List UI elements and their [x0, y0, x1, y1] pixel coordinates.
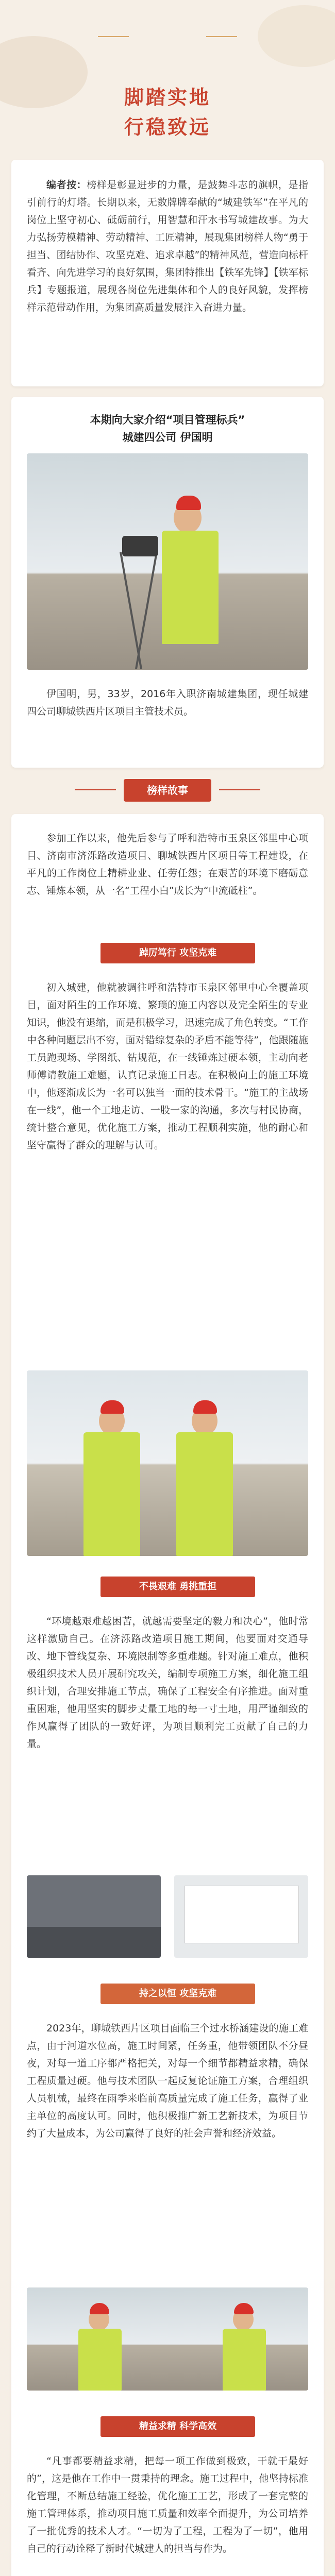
safety-vest: [176, 1432, 233, 1556]
meeting-table: [27, 1927, 161, 1958]
safety-vest: [78, 2329, 122, 2391]
editor-note-text: 榜样是彰显进步的力量，是鼓舞斗志的旗帜，是指引前行的灯塔。长期以来，无数牌牌奉献的“城建铁军”在平凡的岗位上坚守初心、砥砺前行，用智慧和汗水书写城建故事。为大力弘扬劳模精神、劳动精神、工匠精神，展现集团榜样人物“勇于担当、团结协作、攻坚克难、追求卓越”的精神风范，营造向标杆看齐、向先进学习的良好氛围，集团特推出【铁军先锋】【铁军标兵】专题报道，展现各岗位先进集体和个人的良好风貌，发挥榜样示范带动作用，为集团高质量发展注入奋进力量。: [27, 179, 308, 313]
decorative-line: [98, 36, 129, 37]
intro-heading-line-2: 城建四公司 伊国明: [122, 431, 213, 444]
subhead-1: 踔厉笃行 攻坚克难: [100, 943, 255, 963]
title-line-1: 脚踏实地: [124, 86, 211, 109]
presentation-screen: [185, 1886, 299, 1943]
header: [0, 0, 335, 155]
survey-instrument: [122, 536, 158, 556]
sub2-para: “环境越艰难越困苦，就越需要坚定的毅力和决心”，他时常这样激励自己。在济泺路改造项目施工期间，他要面对交通导改、地下管线复杂、环境限制等多重难题。针对施工难点，他积极组织技术人员开展研究攻关，编制专项施工方案，细化施工组织计划，合理安排施工节点，确保了工程安全有序推进。面对重重困难，他用坚实的脚步丈量工地的每一寸土地，用严谨细致的作风赢得了团队的一致好评，为项目顺利完工贡献了自己的力量。: [27, 1616, 308, 1750]
hardhat: [90, 2303, 109, 2314]
safety-vest: [223, 2329, 266, 2391]
banner-label: 榜样故事: [147, 784, 188, 796]
hardhat: [176, 496, 201, 510]
presentation-photo: [174, 1875, 308, 1958]
hardhat: [193, 1400, 217, 1414]
story-card: [11, 814, 324, 2576]
safety-vest: [162, 531, 219, 644]
intro-card: [11, 397, 324, 768]
hardhat: [234, 2303, 254, 2314]
title-line-2: 行稳致远: [124, 116, 211, 139]
page-title: [0, 82, 335, 142]
editor-note-card: [11, 160, 324, 386]
meeting-photo: [27, 1875, 161, 1958]
intro-bio: 伊国明，男，33岁，2016年入职济南城建集团，现任城建四公司聊城铁西片区项目主管技术员。: [27, 688, 308, 717]
tripod-leg: [135, 552, 158, 669]
site-photo-1: [27, 1370, 308, 1556]
editor-note: [11, 176, 324, 316]
intro-heading: [11, 411, 324, 446]
story-intro: 参加工作以来，他先后参与了呼和浩特市玉泉区邻里中心项目、济南市济泺路改造项目、聊城铁西片区项目等工程建设，在平凡的工作岗位上精耕业业、任劳任怨；在艰苦的环境下磨砺意志、锤炼本领，从一名“工程小白”成长为“中流砥柱”。: [27, 833, 308, 896]
safety-vest: [83, 1432, 140, 1556]
decorative-wave: [258, 5, 335, 67]
decorative-line: [206, 36, 237, 37]
editor-note-label: 编者按：: [46, 179, 87, 191]
sub1-para: 初入城建，他就被调往呼和浩特市玉泉区邻里中心全覆盖项目，面对陌生的工作环境、繁琐的施工内容以及完全陌生的专业知识，他没有退缩，而是积极学习，迅速完成了角色转变。“工作中各种问题层出不穷，面对错综复杂的矛盾不能等待”，他跟随施工员跑现场、学图纸、钻规范，在一线锤炼过硬本领，主动向老师傅请教施工难题，认真记录施工日志。在积极向上的施工环境中，他逐渐成长为一名可以独当一面的技术骨干。“施工的主战场在一线”，他一个工地走访、一股一家的沟通，多次与村民协商，统计整合意见，优化施工方案，推动工程顺利实施，他的耐心和坚守赢得了群众的理解与认可。: [27, 982, 308, 1151]
sub4-para: “凡事都要精益求精，把每一项工作做到极致，干就干最好的”，这是他在工作中一贯秉持的理念。施工过程中，他坚持标准化管理，不断总结施工经验，优化施工工艺，形成了一套完整的施工管理体系，推动项目施工质量和效率全面提升，为公司培养了一批优秀的技术人才。“一切为了工程，工程为了一切”，他用自己的行动诠释了新时代城建人的担当与作为。: [27, 2455, 308, 2554]
portrait-photo: [27, 453, 308, 670]
subhead-2: 不畏艰难 勇挑重担: [100, 1577, 255, 1597]
intro-heading-line-1: 本期向大家介绍“项目管理标兵”: [90, 414, 245, 426]
subhead-4: 精益求精 科学高效: [100, 2416, 255, 2437]
section-banner-story: [0, 773, 335, 806]
site-photo-2: [27, 2287, 308, 2391]
hardhat: [100, 1400, 124, 1414]
subhead-3: 持之以恒 攻坚克难: [100, 1984, 255, 2004]
sub3-para: 2023年，聊城铁西片区项目面临三个过水桥涵建设的施工难点，由于河道水位高，施工时间紧，任务重，他带领团队不分昼夜，对每一道工序都严格把关，对每一个细节都精益求精，确保工程质量过硬。他与技术团队一起反复论证施工方案，合理组织人员机械，最终在雨季来临前高质量完成了施工任务，赢得了业主单位的高度认可。同时，他积极推广新工艺新技术，为项目节约了大量成本，为公司赢得了良好的社会声誉和经济效益。: [27, 2023, 308, 2139]
